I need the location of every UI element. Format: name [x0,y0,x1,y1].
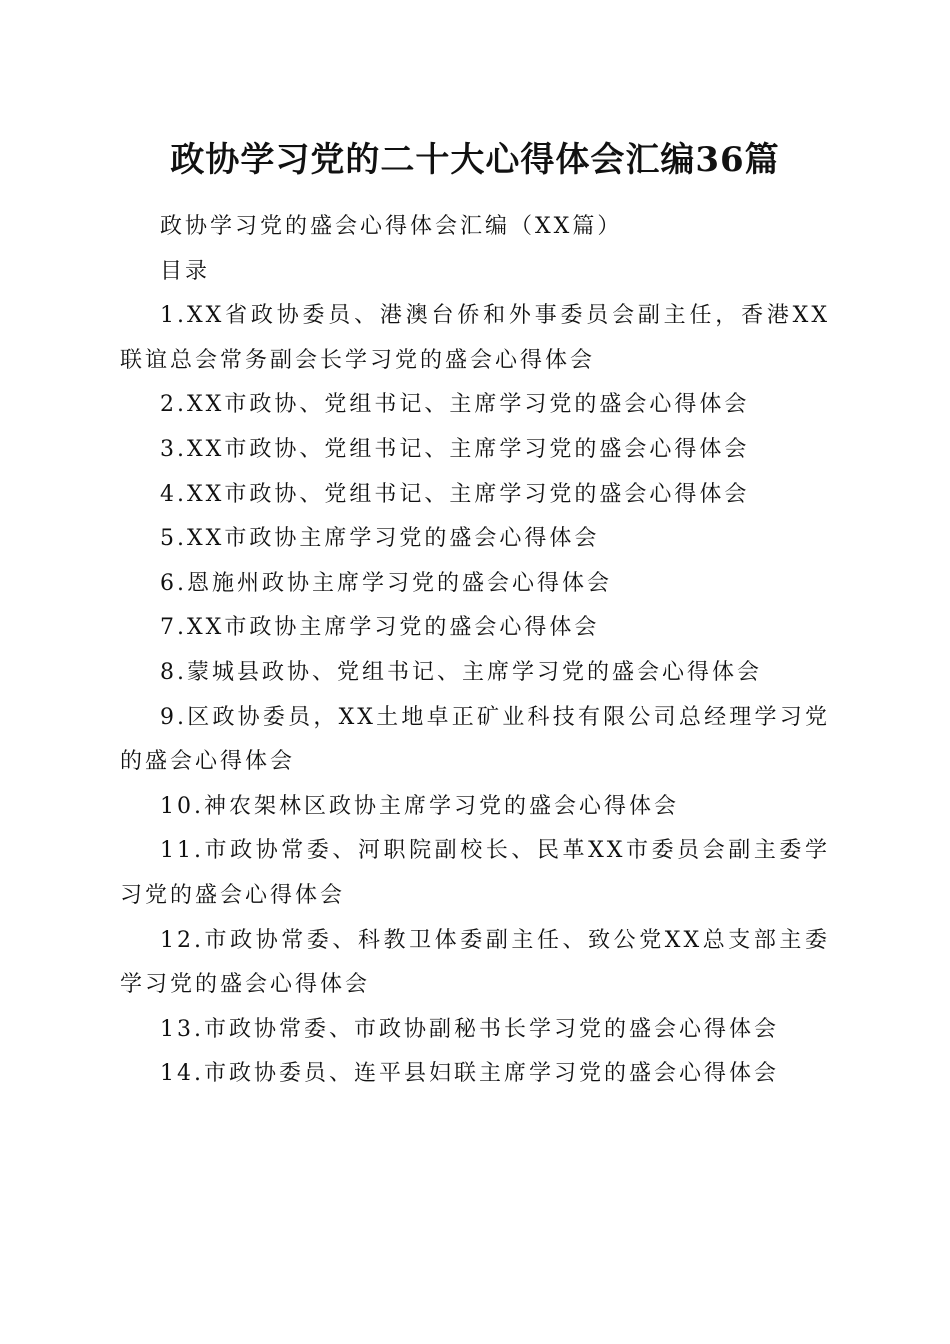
toc-item: 6.恩施州政协主席学习党的盛会心得体会 [160,570,612,596]
toc-item: 3.XX市政协、党组书记、主席学习党的盛会心得体会 [160,436,750,462]
toc-item: 4.XX市政协、党组书记、主席学习党的盛会心得体会 [160,481,750,507]
toc-item: 5.XX市政协主席学习党的盛会心得体会 [160,526,600,552]
subtitle: 政协学习党的盛会心得体会汇编（XX篇） [160,214,623,239]
toc-item: 1.XX省政协委员、港澳台侨和外事委员会副主任，香港XX联谊总会常务副会长学习党的盛会心得体会 [120,303,830,373]
toc-item: 11.市政协常委、河职院副校长、民革XX市委员会副主委学习党的盛会心得体会 [120,838,830,908]
toc-item: 13.市政协常委、市政协副秘书长学习党的盛会心得体会 [160,1016,779,1042]
toc-item: 2.XX市政协、党组书记、主席学习党的盛会心得体会 [160,392,750,418]
toc-item: 8.蒙城县政协、党组书记、主席学习党的盛会心得体会 [160,659,762,685]
toc-item: 14.市政协委员、连平县妇联主席学习党的盛会心得体会 [160,1061,779,1087]
toc-item: 7.XX市政协主席学习党的盛会心得体会 [160,615,600,641]
toc-item: 9.区政协委员，XX土地卓正矿业科技有限公司总经理学习党的盛会心得体会 [120,704,830,775]
document-title: 政协学习党的二十大心得体会汇编36篇 [170,140,780,180]
toc-item: 12.市政协常委、科教卫体委副主任、致公党XX总支部主委学习党的盛会心得体会 [120,927,830,998]
toc-item: 10.神农架林区政协主席学习党的盛会心得体会 [160,793,679,819]
document-body [120,205,830,1097]
toc-heading: 目录 [160,258,211,284]
